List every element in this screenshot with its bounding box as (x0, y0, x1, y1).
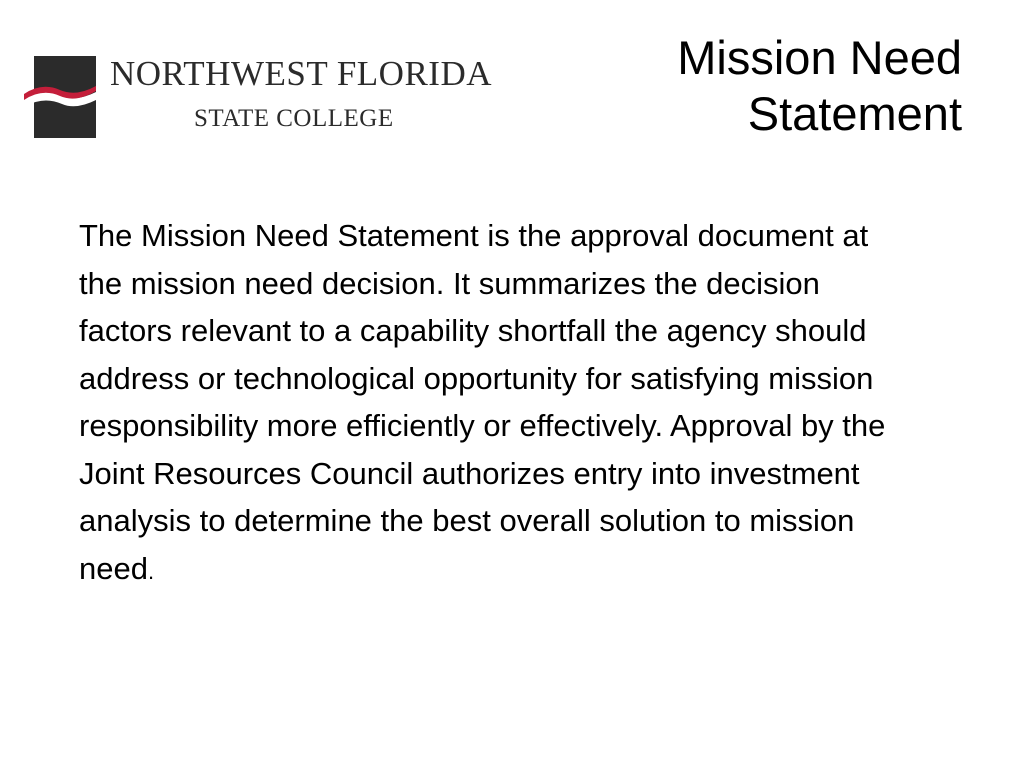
slide-title: Mission Need Statement (677, 31, 962, 140)
slide-body-period: . (147, 558, 155, 584)
college-logo (24, 48, 492, 148)
logo-name-line2: STATE COLLEGE (194, 105, 394, 132)
slide-body-content: The Mission Need Statement is the approval document at the mission need decision. It summarizes the decision factors relevant to a capability shortfall the agency should address or technological opportunity for satisfying mission responsibility more efficiently or effectively. Approval by the Joint Resources Council authorizes entry into investment analysis to determine the best overall solution to mission need (79, 218, 886, 586)
slide-body-text (79, 212, 909, 595)
logo-name-line1: NORTHWEST FLORIDA (110, 54, 492, 93)
